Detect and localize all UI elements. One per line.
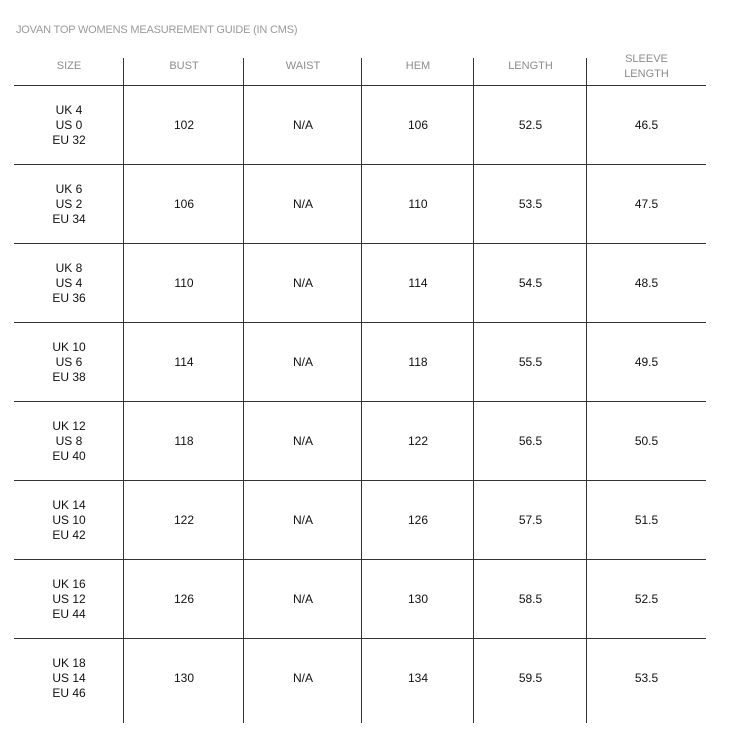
bust-cell: 118 [174,434,194,448]
bust-cell: 110 [174,276,194,290]
sleeve-length-cell: 48.5 [634,276,659,290]
sleeve-length-cell: 51.5 [634,513,659,527]
size-cell: UK 8 US 4 EU 36 [52,261,86,305]
hem-cell: 134 [407,671,429,685]
size-cell: UK 6 US 2 EU 34 [52,182,86,226]
table-row [14,402,706,481]
length-cell: 56.5 [518,434,543,448]
bust-cell: 114 [174,355,194,369]
sleeve-length-cell: 46.5 [634,118,659,132]
hem-cell: 118 [408,355,428,369]
size-cell: UK 12 US 8 EU 40 [52,419,86,463]
waist-cell: N/A [292,592,313,606]
sleeve-length-cell: 50.5 [634,434,659,448]
waist-cell: N/A [292,513,313,527]
column-header-sleeve-length: SLEEVE LENGTH [624,52,669,80]
length-cell: 59.5 [518,671,543,685]
bust-cell: 130 [173,671,195,685]
waist-cell: N/A [292,671,313,685]
table-row [14,86,706,165]
size-cell: UK 18 US 14 EU 46 [52,656,86,700]
size-cell: UK 10 US 6 EU 38 [52,340,86,384]
sleeve-length-cell: 53.5 [634,671,659,685]
waist-cell: N/A [292,355,313,369]
hem-cell: 110 [408,197,428,211]
length-cell: 58.5 [518,592,543,606]
waist-cell: N/A [292,276,313,290]
waist-cell: N/A [292,434,313,448]
bust-cell: 126 [173,592,195,606]
hem-cell: 106 [407,118,429,132]
table-row [14,639,706,718]
size-guide-table [14,48,706,723]
length-cell: 54.5 [518,276,543,290]
sleeve-length-cell: 47.5 [634,197,659,211]
column-header-bust: BUST [169,60,199,72]
size-cell: UK 4 US 0 EU 32 [52,103,86,147]
length-cell: 55.5 [518,355,543,369]
sleeve-length-cell: 52.5 [634,592,659,606]
table-row [14,165,706,244]
size-cell: UK 16 US 12 EU 44 [52,577,86,621]
hem-cell: 122 [407,434,429,448]
waist-cell: N/A [292,197,313,211]
table-row [14,560,706,639]
sleeve-length-cell: 49.5 [634,355,659,369]
length-cell: 57.5 [518,513,543,527]
table-row [14,481,706,560]
length-cell: 52.5 [518,118,543,132]
length-cell: 53.5 [518,197,543,211]
hem-cell: 114 [408,276,428,290]
table-row [14,244,706,323]
waist-cell: N/A [292,118,313,132]
table-header [14,48,706,85]
column-header-length: LENGTH [508,60,553,72]
bust-cell: 106 [173,197,195,211]
page-title: JOVAN TOP WOMENS MEASUREMENT GUIDE (IN CMS) [16,24,298,36]
hem-cell: 126 [407,513,429,527]
column-header-size: SIZE [56,60,82,72]
bust-cell: 102 [173,118,195,132]
table-row [14,323,706,402]
size-cell: UK 14 US 10 EU 42 [52,498,86,542]
column-header-hem: HEM [405,60,431,72]
bust-cell: 122 [173,513,195,527]
column-header-waist: WAIST [285,60,321,72]
hem-cell: 130 [407,592,429,606]
